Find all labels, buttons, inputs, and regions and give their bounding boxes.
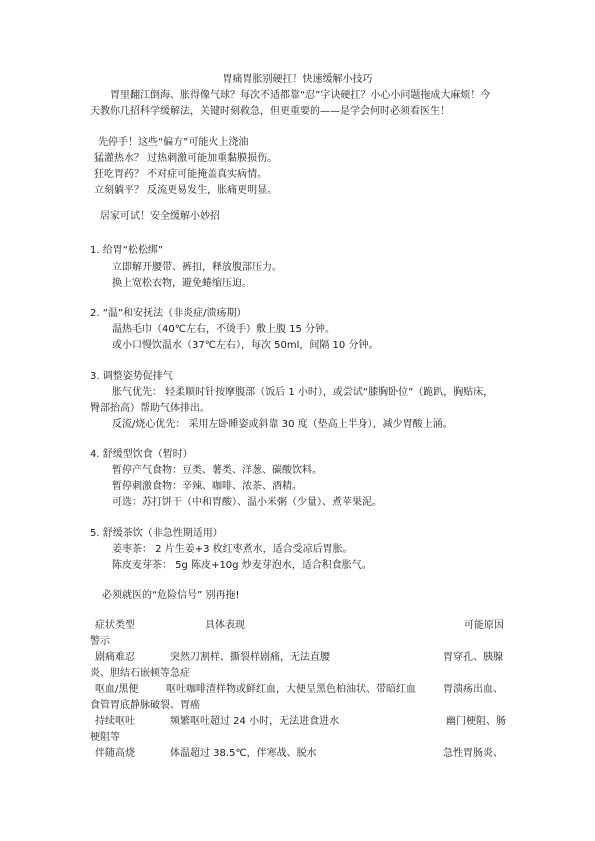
section-line: 胀气优先： 轻柔顺时针按摩腹部（饭后 1 小时），或尝试“膝胸卧位”（跪趴，胸贴床， — [112, 387, 494, 398]
section-title: 3. 调整姿势促排气 — [90, 371, 173, 382]
table-cell-wrap: 梗阻等 — [90, 732, 120, 743]
table-cell-cause: 胃溃疡出血、 — [443, 684, 503, 695]
page-title: 胃痛胃胀别硬扛！快速缓解小技巧 — [222, 74, 373, 85]
section-title: 2. “温”和安抚法（非炎症/溃疡期） — [90, 308, 247, 319]
section-line: 或小口慢饮温水（37℃左右），每次 50ml，间隔 10 分钟。 — [112, 340, 379, 351]
warning-heading: 先停手！这些“偏方”可能火上浇油 — [98, 137, 249, 148]
danger-heading: 必须就医的“危险信号” 别再拖! — [102, 590, 240, 601]
table-cell-wrap: 炎、胆结石嵌顿等急症 — [90, 668, 190, 679]
table-header-desc: 具体表现 — [205, 620, 245, 631]
section-title: 1. 给胃“松松绑” — [90, 245, 164, 256]
table-cell-desc: 突然刀割样、撕裂样剧痛，无法直腰 — [170, 652, 330, 663]
section-line: 立即解开腰带、裤扣，释放腹部压力。 — [112, 262, 282, 273]
table-cell-cause: 幽门梗阻、肠 — [446, 716, 506, 727]
table-cell-wrap: 食管胃底静脉破裂、胃癌 — [90, 700, 200, 711]
table-cell-desc: 频繁呕吐超过 24 小时，无法进食进水 — [170, 716, 340, 727]
section-line: 暂停刺激食物：辛辣、咖啡、浓茶、酒精。 — [112, 481, 302, 492]
intro-line-1: 胃里翻江倒海、胀得像气球？每次不适都靠“忍”字诀硬扛？小心小问题拖成大麻烦！今 — [110, 90, 491, 101]
table-header-cause: 可能原因 — [464, 620, 504, 631]
warning-item: 猛灌热水？ 过热刺激可能加重黏膜损伤。 — [94, 153, 278, 164]
section-line: 姜枣茶： 2 片生姜+3 枚红枣煮水，适合受凉后胃胀。 — [112, 544, 353, 555]
table-header-type: 症状类型 — [95, 620, 135, 631]
intro-line-2: 天教你几招科学缓解法，关键时刻救急，但更重要的——是学会何时必须看医生！ — [90, 106, 450, 117]
table-cell-type: 呕血/黑便 — [95, 684, 139, 695]
section-line: 暂停产气食物：豆类、薯类、洋葱、碳酸饮料。 — [112, 465, 322, 476]
section-line: 温热毛巾（40℃左右，不烫手）敷上腹 15 分钟。 — [112, 324, 336, 335]
section-line: 陈皮麦芽茶： 5g 陈皮+10g 炒麦芽泡水，适合积食胀气。 — [112, 560, 372, 571]
section-title: 5. 舒缓茶饮（非急性期适用） — [90, 528, 223, 539]
table-cell-type: 伴随高烧 — [95, 748, 135, 759]
section-line: 反流/烧心优先： 采用左卧睡姿或斜靠 30 度（垫高上半身），减少胃酸上涌。 — [112, 419, 453, 430]
warning-item: 立刻躺平？ 反流更易发生，胀痛更明显。 — [94, 185, 278, 196]
section-line: 臀部抬高）帮助气体排出。 — [90, 403, 210, 414]
section-line: 换上宽松衣物，避免蜷缩压迫。 — [112, 278, 252, 289]
warning-item: 狂吃胃药？ 不对症可能掩盖真实病情。 — [94, 169, 268, 180]
table-cell-desc: 呕吐咖啡渣样物或鲜红血，大便呈黑色柏油状、带暗红血 — [166, 684, 416, 695]
table-cell-type: 持续呕吐 — [95, 716, 135, 727]
home-heading: 居家可试！安全缓解小妙招 — [100, 211, 220, 222]
table-header-wrap: 警示 — [90, 636, 110, 647]
table-cell-desc: 体温超过 38.5℃，伴寒战、脱水 — [170, 748, 317, 759]
table-cell-cause: 急性胃肠炎、 — [443, 748, 503, 759]
section-line: 可选：苏打饼干（中和胃酸）、温小米粥（少量）、煮苹果泥。 — [112, 497, 382, 508]
table-cell-cause: 胃穿孔、胰腺 — [443, 652, 503, 663]
section-title: 4. 舒缓型饮食（暂时） — [90, 449, 193, 460]
table-cell-type: 剧痛难忍 — [95, 652, 135, 663]
